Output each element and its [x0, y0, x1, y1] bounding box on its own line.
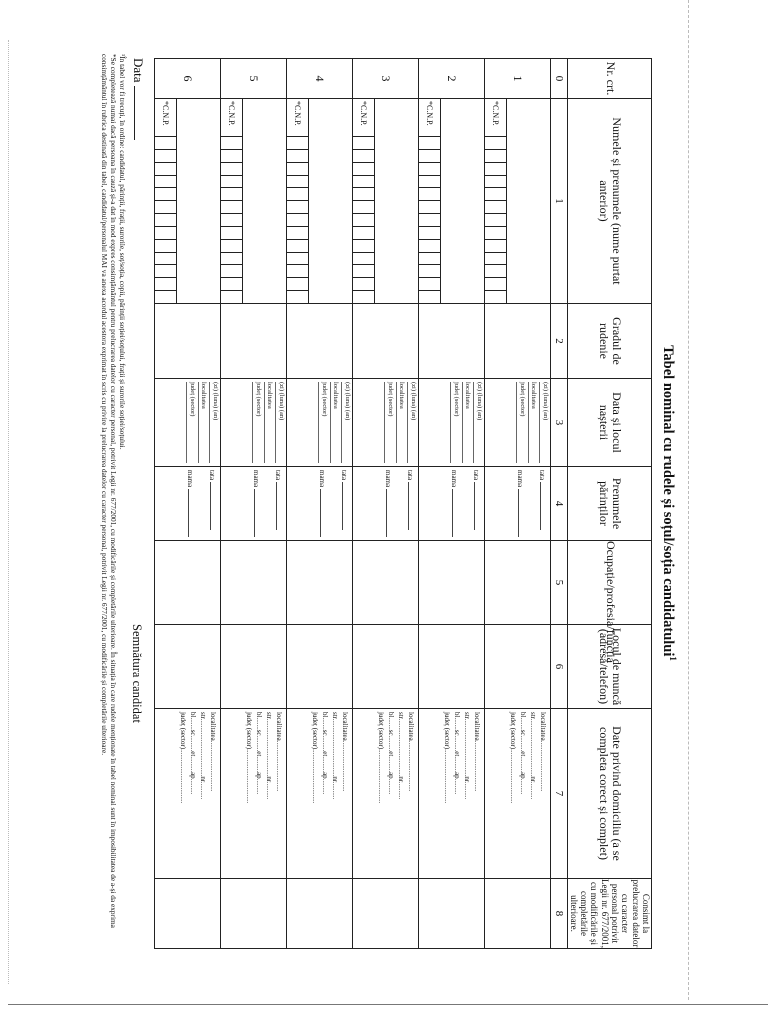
date-field: [130, 58, 146, 140]
cnp-digit-box[interactable]: [485, 253, 506, 266]
birth-cell[interactable]: [287, 379, 353, 467]
title-footnote-mark: 1: [668, 656, 678, 661]
cnp-label: *C.N.P.: [425, 101, 435, 126]
cnp-digit-box[interactable]: [353, 240, 374, 253]
cnp-digit-box[interactable]: [353, 176, 374, 189]
kinship-cell[interactable]: [287, 304, 353, 379]
occupation-cell[interactable]: [485, 541, 551, 625]
row-number: 5: [221, 59, 287, 99]
occupation-cell[interactable]: [353, 541, 419, 625]
parents-cell[interactable]: [221, 467, 287, 541]
cnp-digit-box[interactable]: [353, 201, 374, 214]
cnp-digit-box[interactable]: [221, 150, 242, 163]
col-header-nastere: Data și locul nașterii: [568, 379, 652, 467]
cnp-digit-box[interactable]: [419, 278, 440, 291]
name-cell[interactable]: [309, 99, 353, 304]
mother-label: mama: [252, 470, 261, 488]
birth-cell[interactable]: [155, 379, 221, 467]
cnp-digit-box[interactable]: [221, 227, 242, 240]
col-number: 8: [551, 879, 568, 949]
workplace-cell[interactable]: [353, 625, 419, 709]
address-block: bl.......sc.........et.........ap.........: [320, 712, 329, 795]
cnp-digit-box[interactable]: [287, 291, 308, 303]
kinship-cell[interactable]: [221, 304, 287, 379]
col-header-ocupatie: Ocupație/profesia/funcția: [568, 541, 652, 625]
cnp-digit-box[interactable]: [287, 265, 308, 278]
cnp-digit-box[interactable]: [419, 291, 440, 303]
row-number: 1: [485, 59, 551, 99]
workplace-cell[interactable]: [221, 625, 287, 709]
cnp-field[interactable]: [287, 99, 309, 304]
cnp-field[interactable]: [353, 99, 375, 304]
col-number: 5: [551, 541, 568, 625]
col-number: 7: [551, 709, 568, 879]
cnp-digit-box[interactable]: [155, 291, 176, 303]
cnp-digit-box[interactable]: [155, 214, 176, 227]
cnp-label: *C.N.P.: [491, 101, 501, 126]
father-label: tata: [340, 470, 349, 481]
page-bottom-edge: [8, 1004, 768, 1005]
father-label: tata: [208, 470, 217, 481]
cnp-digit-box[interactable]: [221, 201, 242, 214]
address-county: județ (sector)...............................: [376, 712, 385, 804]
cnp-field[interactable]: [221, 99, 243, 304]
birth-county-line: județ (sector): [516, 382, 526, 463]
cnp-digit-box[interactable]: [485, 227, 506, 240]
name-cell[interactable]: [375, 99, 419, 304]
cnp-digit-box[interactable]: [155, 163, 176, 176]
table-row: [441, 59, 485, 949]
cnp-digit-box[interactable]: [419, 176, 440, 189]
address-block: bl.......sc.........et.........ap.........: [452, 712, 461, 795]
table-row: [309, 59, 353, 949]
consent-cell[interactable]: [155, 879, 221, 949]
occupation-cell[interactable]: [419, 541, 485, 625]
address-street: str.................................nr..........: [265, 712, 274, 800]
address-street: str.................................nr..........: [529, 712, 538, 800]
col-number: 6: [551, 625, 568, 709]
birth-cell[interactable]: [419, 379, 485, 467]
father-label: tata: [274, 470, 283, 481]
cnp-digit-box[interactable]: [485, 201, 506, 214]
birth-place-line: localitatea: [264, 382, 274, 463]
workplace-cell[interactable]: [419, 625, 485, 709]
cnp-digit-box[interactable]: [353, 227, 374, 240]
address-locality: localitatea.............................: [473, 712, 482, 792]
birth-date-line: (zi) (luna) (an): [539, 382, 549, 463]
table-row: [507, 59, 551, 949]
cnp-digit-box[interactable]: [287, 253, 308, 266]
address-cell[interactable]: [221, 709, 287, 879]
address-cell[interactable]: [287, 709, 353, 879]
consent-cell[interactable]: [419, 879, 485, 949]
cnp-digit-box[interactable]: [353, 214, 374, 227]
address-street: str.................................nr..........: [199, 712, 208, 800]
address-cell[interactable]: [155, 709, 221, 879]
col-number: 3: [551, 379, 568, 467]
address-county: județ (sector)...............................: [442, 712, 451, 804]
address-locality: localitatea.............................: [341, 712, 350, 792]
address-block: bl.......sc.........et.........ap.........: [254, 712, 263, 795]
address-block: bl.......sc.........et.........ap.........: [518, 712, 527, 795]
birth-date-line: (zi) (luna) (an): [407, 382, 417, 463]
footnote-2: *Se completează numai dacă persoana în cauză și-a dat în mod expres consimțământul pentru prelucrarea datelor cu caracter personal, potrivit Legii nr. 677/2001, cu modificările și completările ulterioare. În situația în care rudele menționate în tabel nominal sunt în imposibilitatea de a-și da exprima consimțământul în rubrica destinată din tabel, candidatul/personalul MAI va anexa acordul acestora exprimat în scris cu privire la prelucrarea datelor cu caracter personal, potrivit Legii nr. 677/2001, cu modificările și completările ulterioare.: [99, 54, 118, 928]
father-label: tata: [406, 470, 415, 481]
cnp-digit-box[interactable]: [419, 265, 440, 278]
workplace-cell[interactable]: [485, 625, 551, 709]
cnp-digit-box[interactable]: [221, 291, 242, 303]
cnp-digit-box[interactable]: [419, 201, 440, 214]
birth-cell[interactable]: [221, 379, 287, 467]
relatives-table: [154, 58, 652, 949]
address-locality: localitatea.............................: [407, 712, 416, 792]
consent-cell[interactable]: [287, 879, 353, 949]
birth-date-line: (zi) (luna) (an): [209, 382, 219, 463]
birth-place-line: localitatea: [462, 382, 472, 463]
table-row: [177, 59, 221, 949]
col-header-munca: Locul de muncă (adresă/telefon): [568, 625, 652, 709]
signature-label: Semnătura candidat: [130, 624, 144, 723]
col-header-nume: Numele și prenumele (nume purtat anterior): [568, 99, 652, 304]
col-header-nr: Nr. crt.: [568, 59, 652, 99]
cnp-digit-box[interactable]: [287, 163, 308, 176]
cnp-digit-box[interactable]: [353, 137, 374, 150]
row-number: 3: [353, 59, 419, 99]
birth-date-line: (zi) (luna) (an): [341, 382, 351, 463]
col-header-consimt: Consimt la prelucrarea datelor cu caracter personal potrivit Legii nr. 677/2001, cu modificările și completările ulterioare.: [568, 879, 651, 948]
row-number: 6: [155, 59, 221, 99]
address-locality: localitatea.............................: [275, 712, 284, 792]
cnp-digit-box[interactable]: [287, 227, 308, 240]
address-county: județ (sector)...............................: [508, 712, 517, 804]
mother-label: mama: [186, 470, 195, 488]
cnp-digit-box[interactable]: [155, 137, 176, 150]
workplace-cell[interactable]: [155, 625, 221, 709]
workplace-cell[interactable]: [287, 625, 353, 709]
name-cell[interactable]: [441, 99, 485, 304]
cnp-digit-box[interactable]: [287, 240, 308, 253]
form-title-text: Tabel nominal cu rudele și soțul/soția candidatului: [660, 345, 677, 657]
birth-county-line: județ (sector): [384, 382, 394, 463]
address-locality: localitatea.............................: [209, 712, 218, 792]
cnp-digit-box[interactable]: [353, 188, 374, 201]
birth-place-line: localitatea: [396, 382, 406, 463]
address-cell[interactable]: [419, 709, 485, 879]
col-header-parinti: Prenumele părinților: [568, 467, 652, 541]
birth-cell[interactable]: [353, 379, 419, 467]
col-header-grad: Gradul de rudenie: [568, 304, 652, 379]
col-number: 1: [551, 99, 568, 304]
address-street: str.................................nr..........: [463, 712, 472, 800]
cnp-digit-box[interactable]: [419, 188, 440, 201]
cnp-digit-box[interactable]: [485, 291, 506, 303]
cnp-digit-box[interactable]: [419, 137, 440, 150]
cnp-digit-box[interactable]: [221, 214, 242, 227]
cnp-digit-box[interactable]: [485, 163, 506, 176]
cnp-digit-box[interactable]: [353, 163, 374, 176]
address-cell[interactable]: [353, 709, 419, 879]
occupation-cell[interactable]: [221, 541, 287, 625]
birth-county-line: județ (sector): [252, 382, 262, 463]
cnp-digit-box[interactable]: [485, 278, 506, 291]
birth-date-line: (zi) (luna) (an): [275, 382, 285, 463]
table-row: [243, 59, 287, 949]
cnp-digit-box[interactable]: [287, 188, 308, 201]
cnp-label: *C.N.P.: [161, 101, 171, 126]
name-cell[interactable]: [177, 99, 221, 304]
cnp-digit-box[interactable]: [353, 291, 374, 303]
cnp-digit-box[interactable]: [353, 278, 374, 291]
parents-cell[interactable]: [353, 467, 419, 541]
kinship-cell[interactable]: [155, 304, 221, 379]
occupation-cell[interactable]: [155, 541, 221, 625]
row-number: 4: [287, 59, 353, 99]
parents-cell[interactable]: [155, 467, 221, 541]
cnp-digit-box[interactable]: [353, 253, 374, 266]
consent-cell[interactable]: [485, 879, 551, 949]
consent-cell[interactable]: [353, 879, 419, 949]
parents-cell[interactable]: [419, 467, 485, 541]
cnp-digit-box[interactable]: [419, 253, 440, 266]
cnp-digit-box[interactable]: [419, 227, 440, 240]
cnp-digit-box[interactable]: [353, 265, 374, 278]
consent-cell[interactable]: [221, 879, 287, 949]
cnp-field[interactable]: [485, 99, 507, 304]
father-label: tata: [472, 470, 481, 481]
column-number-row: [551, 59, 568, 949]
cnp-field[interactable]: [155, 99, 177, 304]
col-number: 2: [551, 304, 568, 379]
cnp-digit-box[interactable]: [485, 265, 506, 278]
cnp-digit-box[interactable]: [221, 176, 242, 189]
mother-label: mama: [516, 470, 525, 488]
cnp-digit-box[interactable]: [155, 253, 176, 266]
footnote-1: ¹În tabel vor fi trecuți, în ordine: candidatul, părinții, frații, surorile, soț/soția, copii, părinții soției/soțului, frații și surorile soției/soțului.: [118, 54, 127, 450]
page-edge: [8, 40, 9, 984]
cnp-field[interactable]: [419, 99, 441, 304]
mother-label: mama: [318, 470, 327, 488]
mother-label: mama: [384, 470, 393, 488]
address-block: bl.......sc.........et.........ap.........: [386, 712, 395, 795]
form-title: [659, 8, 678, 998]
rotated-form-page: [30, 8, 690, 998]
table-body: [155, 59, 551, 949]
cnp-digit-box[interactable]: [485, 240, 506, 253]
col-number: 4: [551, 467, 568, 541]
parents-cell[interactable]: [485, 467, 551, 541]
mother-label: mama: [450, 470, 459, 488]
address-block: bl.......sc.........et.........ap.........: [188, 712, 197, 795]
name-cell[interactable]: [243, 99, 287, 304]
cnp-digit-box[interactable]: [353, 150, 374, 163]
address-locality: localitatea.............................: [539, 712, 548, 792]
birth-county-line: județ (sector): [450, 382, 460, 463]
cnp-digit-box[interactable]: [155, 227, 176, 240]
birth-place-line: localitatea: [330, 382, 340, 463]
address-street: str.................................nr..........: [397, 712, 406, 800]
kinship-cell[interactable]: [485, 304, 551, 379]
table-row: [375, 59, 419, 949]
birth-place-line: localitatea: [528, 382, 538, 463]
address-street: str.................................nr..........: [331, 712, 340, 800]
table-header-row: [568, 59, 652, 949]
cnp-digit-box[interactable]: [287, 137, 308, 150]
date-input-line[interactable]: [134, 86, 135, 140]
cnp-digit-box[interactable]: [155, 188, 176, 201]
cnp-digit-box[interactable]: [419, 214, 440, 227]
birth-date-line: (zi) (luna) (an): [473, 382, 483, 463]
cnp-digit-box[interactable]: [155, 278, 176, 291]
cnp-label: *C.N.P.: [227, 101, 237, 126]
kinship-cell[interactable]: [419, 304, 485, 379]
cnp-digit-box[interactable]: [485, 188, 506, 201]
cnp-digit-box[interactable]: [419, 150, 440, 163]
cnp-label: *C.N.P.: [293, 101, 303, 126]
cnp-digit-box[interactable]: [287, 214, 308, 227]
cnp-digit-box[interactable]: [221, 278, 242, 291]
cnp-digit-box[interactable]: [155, 150, 176, 163]
row-number: 2: [419, 59, 485, 99]
cnp-digit-box[interactable]: [287, 150, 308, 163]
cnp-digit-box[interactable]: [287, 176, 308, 189]
cnp-digit-box[interactable]: [221, 163, 242, 176]
occupation-cell[interactable]: [287, 541, 353, 625]
cnp-digit-box[interactable]: [485, 214, 506, 227]
cnp-digit-box[interactable]: [419, 163, 440, 176]
cnp-digit-box[interactable]: [155, 265, 176, 278]
cnp-digit-box[interactable]: [155, 240, 176, 253]
parents-cell[interactable]: [287, 467, 353, 541]
birth-cell[interactable]: [485, 379, 551, 467]
name-cell[interactable]: [507, 99, 551, 304]
col-header-domiciliu: Date privind domiciliu (a se completa corect și complet): [568, 709, 652, 879]
cnp-digit-box[interactable]: [155, 176, 176, 189]
address-county: județ (sector)...............................: [310, 712, 319, 804]
kinship-cell[interactable]: [353, 304, 419, 379]
cnp-digit-box[interactable]: [155, 201, 176, 214]
cnp-digit-box[interactable]: [485, 150, 506, 163]
cnp-label: *C.N.P.: [359, 101, 369, 126]
col-number: 0: [551, 59, 568, 99]
footnotes: [100, 54, 127, 974]
cnp-digit-box[interactable]: [485, 176, 506, 189]
cnp-digit-box[interactable]: [287, 201, 308, 214]
birth-county-line: județ (sector): [318, 382, 328, 463]
cnp-digit-box[interactable]: [221, 265, 242, 278]
birth-place-line: localitatea: [198, 382, 208, 463]
cnp-digit-box[interactable]: [419, 240, 440, 253]
address-county: județ (sector)...............................: [244, 712, 253, 804]
cnp-digit-box[interactable]: [287, 278, 308, 291]
address-county: județ (sector)...............................: [178, 712, 187, 804]
father-label: tata: [538, 470, 547, 481]
cnp-digit-box[interactable]: [485, 137, 506, 150]
address-cell[interactable]: [485, 709, 551, 879]
date-label: Data: [131, 58, 146, 83]
cnp-digit-box[interactable]: [221, 137, 242, 150]
cnp-digit-box[interactable]: [221, 188, 242, 201]
cnp-digit-box[interactable]: [221, 240, 242, 253]
birth-county-line: județ (sector): [186, 382, 196, 463]
cnp-digit-box[interactable]: [221, 253, 242, 266]
